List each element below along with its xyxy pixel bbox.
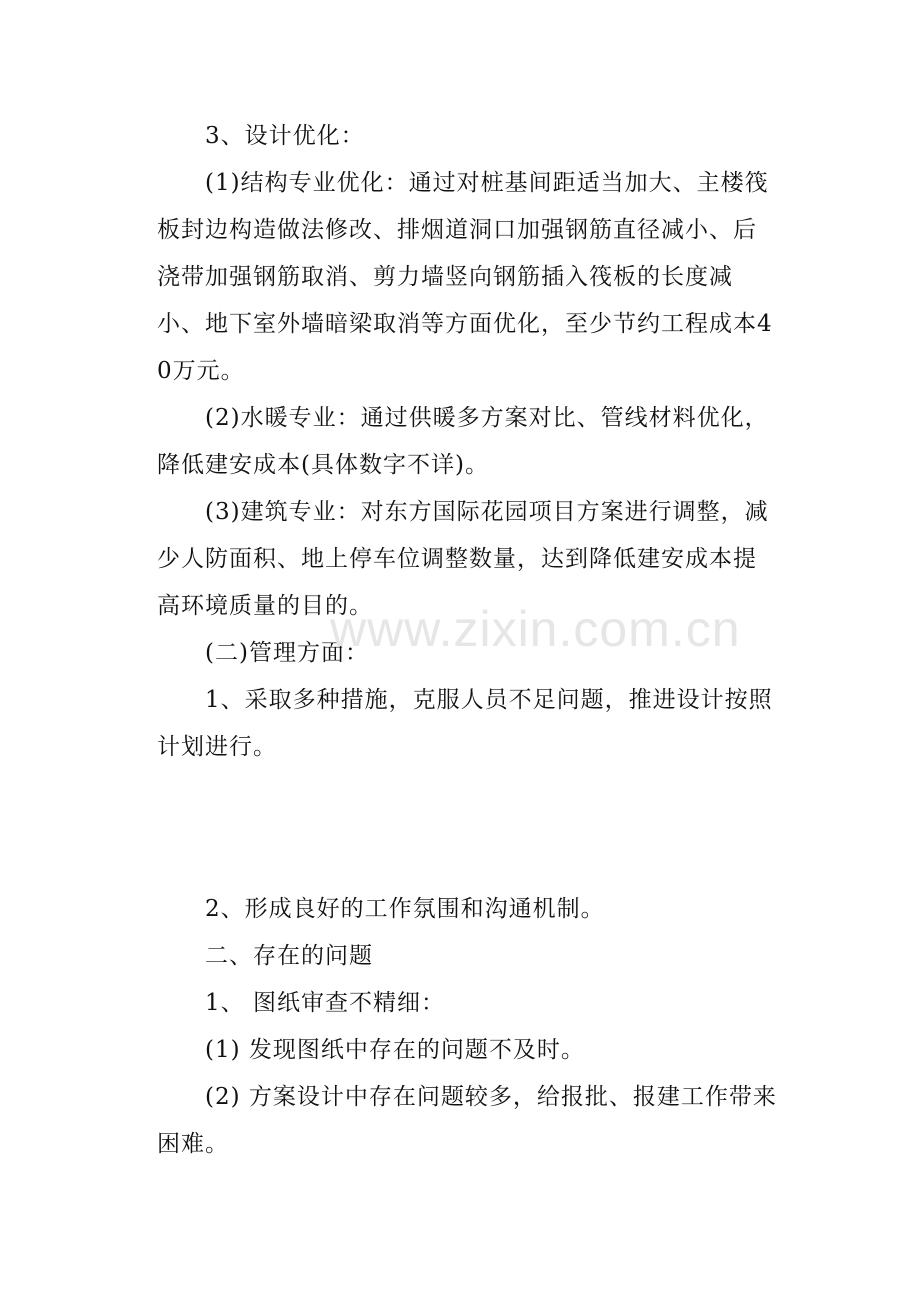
- watermark: www.zixin.com.cn: [330, 601, 741, 657]
- paragraph-structural-optimization: (1)结构专业优化：通过对桩基间距适当加大、主楼筏板封边构造做法修改、排烟道洞口加强钢筋直径减小、后浇带加强钢筋取消、剪力墙竖向钢筋插入筏板的长度减小、地下室外墙暗梁取消等方面优化，至少节约工程成本40万元。: [157, 170, 773, 384]
- paragraph-management-item-1: 1、采取多种措施，克服人员不足问题，推进设计按照计划进行。: [157, 687, 773, 760]
- paragraph-problem-2: (2) 方案设计中存在问题较多，给报批、报建工作带来困难。: [157, 1084, 777, 1157]
- heading-design-optimization: 3、设计优化：: [205, 123, 365, 149]
- paragraph-hvac: (2)水暖专业：通过供暖多方案对比、管线材料优化，降低建安成本(具体数字不详)。: [157, 405, 769, 478]
- paragraph-problem-1: (1) 发现图纸中存在的问题不及时。: [205, 1037, 585, 1063]
- document-section-design-optimization: [157, 113, 777, 771]
- paragraph-architecture: (3)建筑专业：对东方国际花园项目方案进行调整，减少人防面积、地上停车位调整数量，达到降低建安成本提高环境质量的目的。: [157, 499, 769, 619]
- paragraph-management-item-2: 2、形成良好的工作氛围和沟通机制。: [205, 896, 605, 922]
- heading-existing-problems: 二、存在的问题: [205, 943, 373, 969]
- heading-management: (二)管理方面：: [205, 640, 369, 666]
- document-section-problems: [157, 886, 777, 1168]
- heading-drawing-review: 1、 图纸审查不精细：: [205, 990, 445, 1016]
